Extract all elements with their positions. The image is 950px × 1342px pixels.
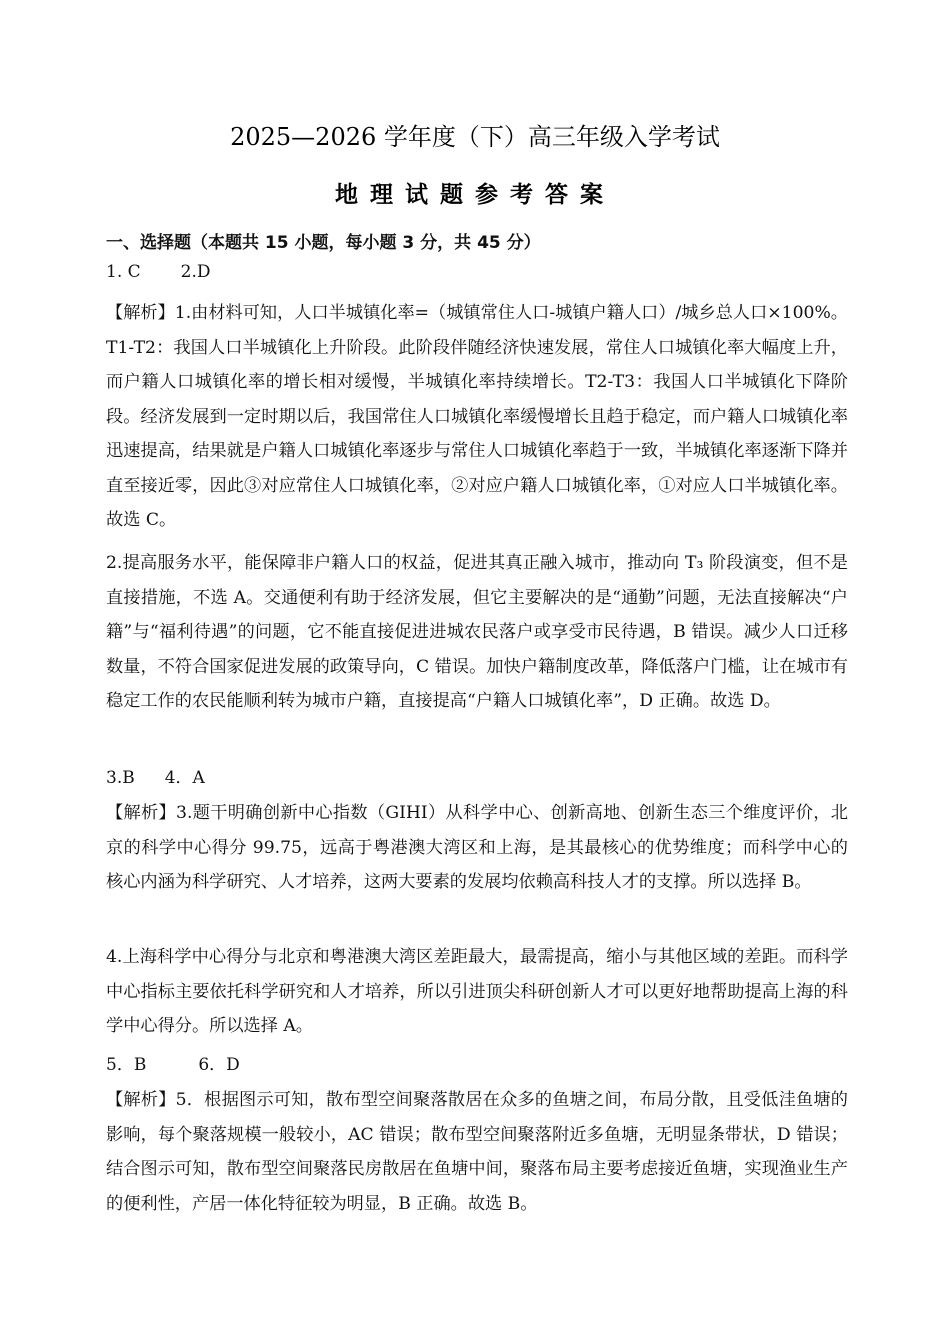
explanation-q1 (106, 296, 848, 538)
explanation-q2-text: 2.提高服务水平，能保障非户籍人口的权益，促进其真正融入城市，推动向 T₃ 阶段演变，但不是直接措施，不选 A。交通便利有助于经济发展，但它主要解决的是“通勤”问题，无法直接解决“户籍”与“福利待遇”的问题，它不能直接促进进城农民落户或享受市民待遇，B 错误。减少人口迁移数量，不符合国家促进发展的政策导向，C 错误。加快户籍制度改革，降低落户门槛，让在城市有稳定工作的农民能顺利转为城市户籍，直接提高“户籍人口城镇化率”，D 正确。故选 D。 (106, 553, 848, 711)
explanation-q5-text: 【解析】5．根据图示可知，散布型空间聚落散居在众多的鱼塘之间，布局分散，且受低洼鱼塘的影响，每个聚落规模一般较小，AC 错误；散布型空间聚落附近多鱼塘，无明显条带状，D 错误；结合图示可知，散布型空间聚落民房散居在鱼塘中间，聚落布局主要考虑接近鱼塘，实现渔业生产的便利性，产居一体化特征较为明显，B 正确。故选 B。 (106, 1090, 848, 1214)
answer-q1: 1. C (106, 262, 141, 282)
explanation-q5 (106, 1083, 848, 1221)
explanation-q3-text: 【解析】3.题干明确创新中心指数（GIHI）从科学中心、创新高地、创新生态三个维度评价，北京的科学中心得分 99.75，远高于粤港澳大湾区和上海，是其最核心的优势维度；而科学中心的核心内涵为科学研究、人才培养，这两大要素的发展均依赖高科技人才的支撑。所以选择 B。 (106, 803, 848, 892)
answer-q5: 5．B (106, 1055, 147, 1075)
section-heading-multiple-choice: 一、选择题（本题共 15 小题，每小题 3 分，共 45 分） (106, 233, 541, 253)
answer-q2: 2.D (180, 262, 211, 282)
explanation-q4 (106, 940, 848, 1044)
exam-title: 2025—2026 学年度（下）高三年级入学考试 (230, 123, 720, 151)
document-title: 地理试题参考答案 (335, 182, 615, 208)
explanation-q2 (106, 546, 848, 719)
answer-q4: 4．A (164, 768, 205, 788)
answer-row-3-4 (106, 763, 205, 788)
answer-row-1-2 (106, 262, 211, 282)
explanation-q1-text: 【解析】1.由材料可知，人口半城镇化率=（城镇常住人口-城镇户籍人口）/城乡总人口×100%。T1-T2：我国人口半城镇化上升阶段。此阶段伴随经济快速发展，常住人口城镇化率大幅度上升，而户籍人口城镇化率的增长相对缓慢，半城镇化率持续增长。T2-T3：我国人口半城镇化下降阶段。经济发展到一定时期以后，我国常住人口城镇化率缓慢增长且趋于稳定，而户籍人口城镇化率迅速提高，结果就是户籍人口城镇化率逐步与常住人口城镇化率趋于一致，半城镇化率逐渐下降并直至接近零，因此③对应常住人口城镇化率，②对应户籍人口城镇化率，①对应人口半城镇化率。故选 C。 (106, 303, 848, 530)
answer-q3: 3.B (106, 768, 135, 788)
answer-row-5-6 (106, 1050, 240, 1075)
explanation-q3 (106, 796, 848, 900)
answer-q6: 6．D (198, 1055, 240, 1075)
explanation-q4-text: 4.上海科学中心得分与北京和粤港澳大湾区差距最大，最需提高，缩小与其他区域的差距。而科学中心指标主要依托科学研究和人才培养，所以引进顶尖科研创新人才可以更好地帮助提高上海的科学中心得分。所以选择 A。 (106, 947, 848, 1036)
